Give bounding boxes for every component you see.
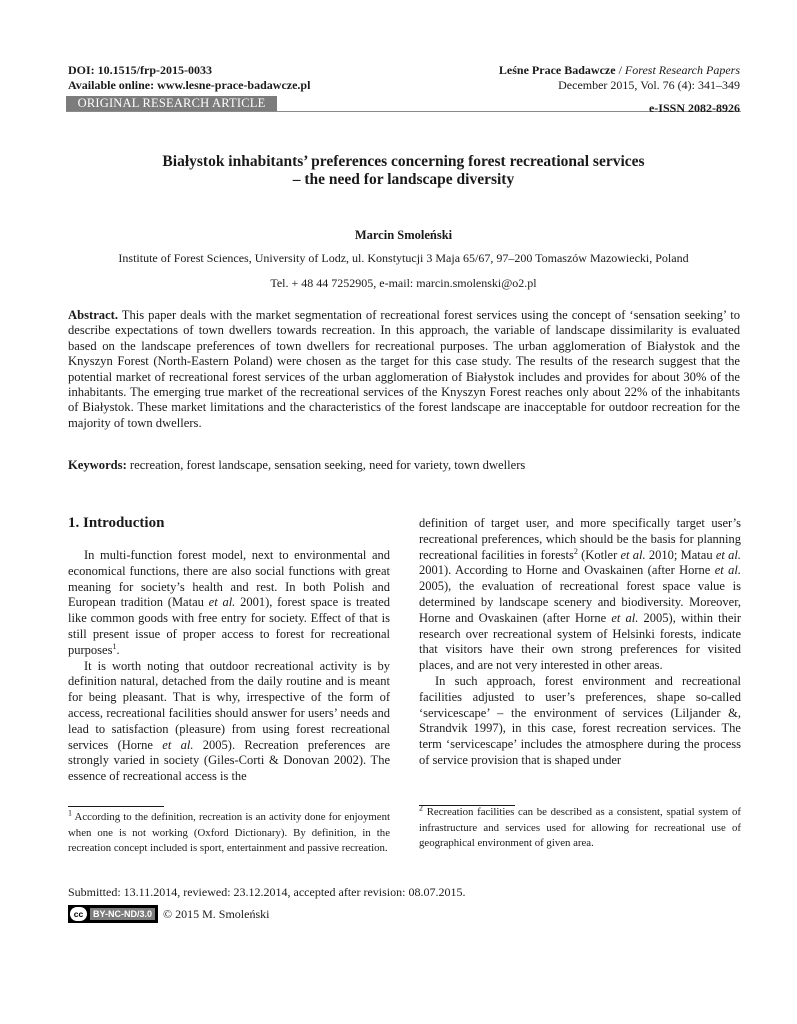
journal-name-en: Forest Research Papers [624,63,740,77]
eissn: e-ISSN 2082-8926 [648,101,740,115]
issue-info: December 2015, Vol. 76 (4): 341–349 [558,77,740,92]
paragraph-1 [68,548,390,659]
header-right [499,63,740,92]
text-run: 2005). Recreation preferences are strongly varied in society (Giles-Corti & Donovan 2002). The essence of recreational access is the [68,737,390,784]
affiliation: Institute of Forest Sciences, University of Lodz, ul. Konstytucji 3 Maja 65/67, 97–200 Tomaszów Mazowiecki, Poland [118,251,689,265]
text-run: . [116,642,120,657]
available-online: Available online: www.lesne-prace-badawcze.pl [68,77,311,92]
etal: et al. [162,737,194,752]
footnote-text: According to the definition, recreation is an activity done for enjoyment when one is not working (Oxford Dictionary). By definition, in the recreation concept included is sport, entertainment and passive recreation. [68,811,390,855]
column-left [68,548,390,785]
header-left [68,63,310,92]
etal: et al. [208,595,236,610]
title-line-2: – the need for landscape diversity [292,171,515,188]
etal: et al. [620,547,646,562]
footnote-ref-2: 2 [573,546,578,556]
text-run: In multi-function forest model, next to environmental and economical functions, there are also social functions with great meaning for society’s health and rest. In both Polish and European tradition (Matau [68,548,390,610]
footnote-text: Recreation facilities can be described as a consistent, spatial system of infrastructure and services used for allowing for recreational use of geographical environment of given area. [419,806,741,850]
etal: et al. [715,547,741,562]
etal: et al. [611,610,639,625]
footnote-1 [68,810,390,857]
doi: DOI: 10.1515/frp-2015-0033 [68,63,212,77]
license-row [68,905,269,923]
abstract [68,308,740,431]
text-run: 2010; Matau [645,547,716,562]
article-type-badge: ORIGINAL RESEARCH ARTICLE [66,96,277,111]
keywords-text: recreation, forest landscape, sensation seeking, need for variety, town dwellers [126,458,526,472]
keywords [68,458,740,473]
footnote-number: 2 [419,803,423,813]
section-heading: 1. Introduction [68,515,165,531]
title-line-1: Białystok inhabitants’ preferences concerning forest recreational services [162,153,645,170]
article-title [66,153,741,189]
keywords-label: Keywords: [68,458,127,472]
submission-dates: Submitted: 13.11.2014, reviewed: 23.12.2014, accepted after revision: 08.07.2015. [68,885,466,899]
paragraph-3 [419,516,741,674]
author: Marcin Smoleński [354,228,453,242]
etal: et al. [714,563,742,578]
journal-name [499,63,740,78]
journal-name-pl: Leśne Prace Badawcze [498,63,616,77]
column-right [419,516,741,769]
text-run: 2005), within their research over recreational system of Helsinki forests, indicate that visitors have their own strong preferences for visited places, and are not very interested in other areas. [419,610,742,673]
text-run: 2001). According to Horne and Ovaskainen (after Horne [419,563,715,578]
cc-icon: cc [70,907,87,921]
journal-sep: / [615,63,625,77]
header-rule [66,111,741,112]
copyright: © 2015 M. Smoleński [163,906,270,921]
footnote-2 [419,805,741,852]
cc-license-text: BY-NC-ND/3.0 [90,908,155,920]
contact: Tel. + 48 44 7252905, e-mail: marcin.smolenski@o2.pl [270,276,537,290]
footnote-number: 1 [68,808,72,818]
paragraph-4: In such approach, forest environment and recreational facilities adjusted to user’s preferences, shape so-called ‘servicescape’ – the environment of services (Liljander &, Strandvik 1997), in this case, forest recreation services. The term ‘servicescape’ includes the atmosphere during the process of service provision that is shaped under [419,673,741,767]
text-run: definition of target user, and more specifically target user’s recreational preferences, which should be the basis for planning recreational facilities in forests [419,516,741,562]
text-run: It is worth noting that outdoor recreational activity is by definition natural, detached from the daily routine and is meant for being pleasant. That is why, irrespective of the form of access, recreational facilities should answer for users’ needs and lead to satisfaction (pleasure) from using forest recreational services (Horne [68,658,390,752]
cc-license-badge[interactable] [68,905,158,923]
abstract-label: Abstract. [68,308,119,322]
text-run: (Kotler [577,547,621,562]
footnote-rule-left [68,806,164,807]
footnote-ref-1: 1 [112,641,117,651]
text-run: 2005), the evaluation of recreational forest space value is determined by landscape scenery and biodiversity. Moreover, Horne and Ovaskainen (after Horne [419,579,741,625]
paragraph-2 [68,659,390,785]
text-run: 2001), forest space is treated like common goods with free entry for society. Effect of that is still present issue of proper access to forest for recreational purposes [68,595,390,657]
abstract-text: This paper deals with the market segmentation of recreational forest services using the concept of ‘sensation seeking’ to describe expectations of town dwellers towards recreation. In this approach, the variable of landscape dissimilarity is evaluated based on the landscape preferences of town dwellers for recreational purposes. The urban agglomeration of Białystok and the Knyszyn Forest (North-Eastern Poland) were chosen as the target for this case study. The results of the research suggest that the potential market of recreational forest services of the urban agglomeration of Białystok includes and provides for about 30% of the inhabitants. The emerging true market of the recreational services of the Knyszyn Forest reaches only about 22% of the inhabitants of Białystok. These market limitations and the characteristics of the forest landscape are inacceptable for outdoor recreation for the majority of town dwellers. [68,308,740,430]
